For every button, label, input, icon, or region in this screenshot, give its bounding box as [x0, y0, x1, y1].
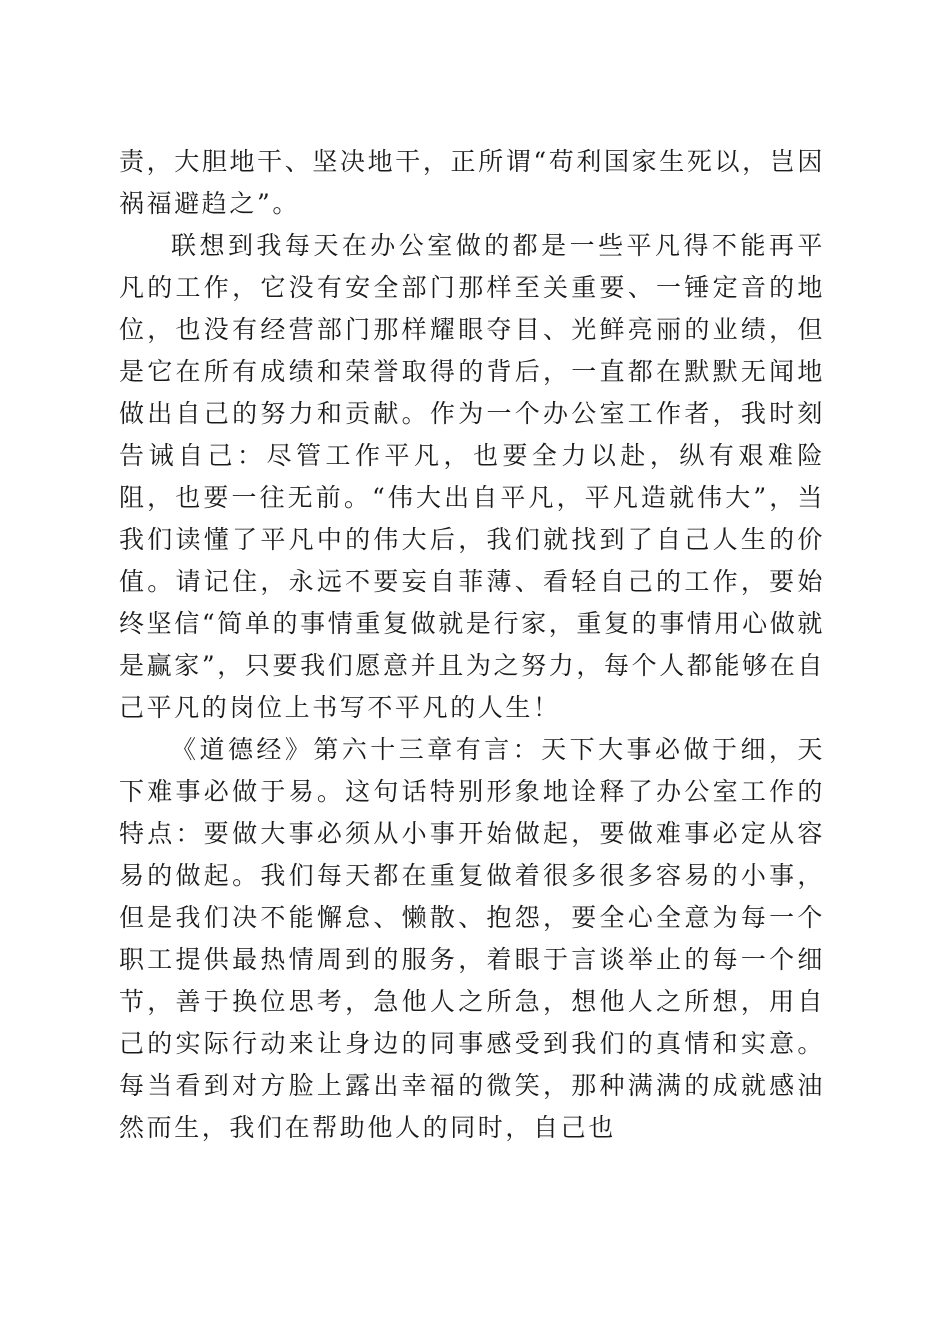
paragraph-office-work: 联想到我每天在办公室做的都是一些平凡得不能再平凡的工作，它没有安全部门那样至关重要、一锤定音的地位，也没有经营部门那样耀眼夺目、光鲜亮丽的业绩，但是它在所有成绩和荣誉取得的背后，一直都在默默无闻地做出自己的努力和贡献。作为一个办公室工作者，我时刻告诫自己：尽管工作平凡，也要全力以赴，纵有艰难险阻，也要一往无前。“伟大出自平凡，平凡造就伟大”，当我们读懂了平凡中的伟大后，我们就找到了自己人生的价值。请记住，永远不要妄自菲薄、看轻自己的工作，要始终坚信“简单的事情重复做就是行家，重复的事情用心做就是赢家”，只要我们愿意并且为之努力，每个人都能够在自己平凡的岗位上书写不平凡的人生！ [119, 231, 825, 722]
paragraph-continuation: 责，大胆地干、坚决地干，正所谓“苟利国家生死以，岂因祸福避趋之”。 [119, 147, 825, 218]
document-body [119, 141, 825, 1149]
paragraph-daodejing: 《道德经》第六十三章有言：天下大事必做于细，天下难事必做于易。这句话特别形象地诠释了办公室工作的特点：要做大事必须从小事开始做起，要做难事必定从容易的做起。我们每天都在重复做着很多很多容易的小事，但是我们决不能懈怠、懒散、抱怨，要全心全意为每一个职工提供最热情周到的服务，着眼于言谈举止的每一个细节，善于换位思考，急他人之所急，想他人之所想，用自己的实际行动来让身边的同事感受到我们的真情和实意。每当看到对方脸上露出幸福的微笑，那种满满的成就感油然而生，我们在帮助他人的同时，自己也 [119, 735, 825, 1142]
